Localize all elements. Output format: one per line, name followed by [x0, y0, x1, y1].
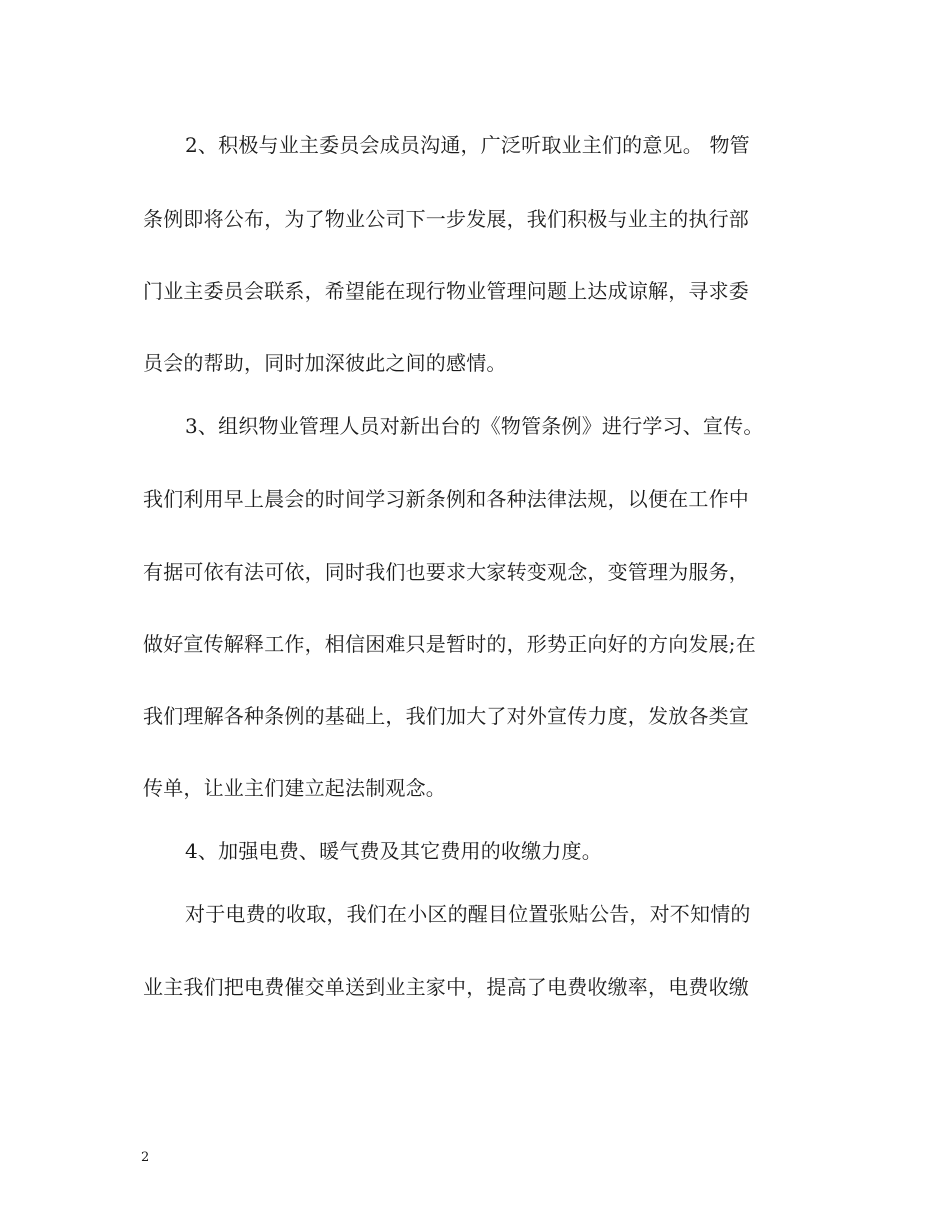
paragraph-line: 员会的帮助，同时加深彼此之间的感情。 — [143, 351, 507, 375]
paragraph-line: 有据可依有法可依，同时我们也要求大家转变观念，变管理为服务， — [143, 560, 749, 584]
paragraph-line: 2、积极与业主委员会成员沟通，广泛听取业主们的意见。 物管 — [185, 133, 750, 157]
paragraph-line: 传单，让业主们建立起法制观念。 — [143, 776, 446, 800]
paragraph-line: 4、加强电费、暖气费及其它费用的收缴力度。 — [185, 839, 602, 863]
paragraph-line: 业主我们把电费催交单送到业主家中，提高了电费收缴率，电费收缴 — [143, 975, 749, 999]
paragraph-line: 我们理解各种条例的基础上，我们加大了对外宣传力度，发放各类宣 — [143, 704, 749, 728]
paragraph-line: 对于电费的收取，我们在小区的醒目位置张贴公告，对不知情的 — [185, 902, 751, 926]
paragraph-line: 3、组织物业管理人员对新出台的《物管条例》进行学习、宣传。 — [185, 414, 764, 438]
paragraph-line: 门业主委员会联系，希望能在现行物业管理问题上达成谅解，寻求委 — [143, 279, 749, 303]
paragraph-line: 做好宣传解释工作，相信困难只是暂时的，形势正向好的方向发展;在 — [143, 632, 756, 656]
page-number: 2 — [141, 1150, 150, 1165]
paragraph-line: 我们利用早上晨会的时间学习新条例和各种法律法规，以便在工作中 — [143, 487, 749, 511]
paragraph-line: 条例即将公布，为了物业公司下一步发展，我们积极与业主的执行部 — [143, 207, 749, 231]
